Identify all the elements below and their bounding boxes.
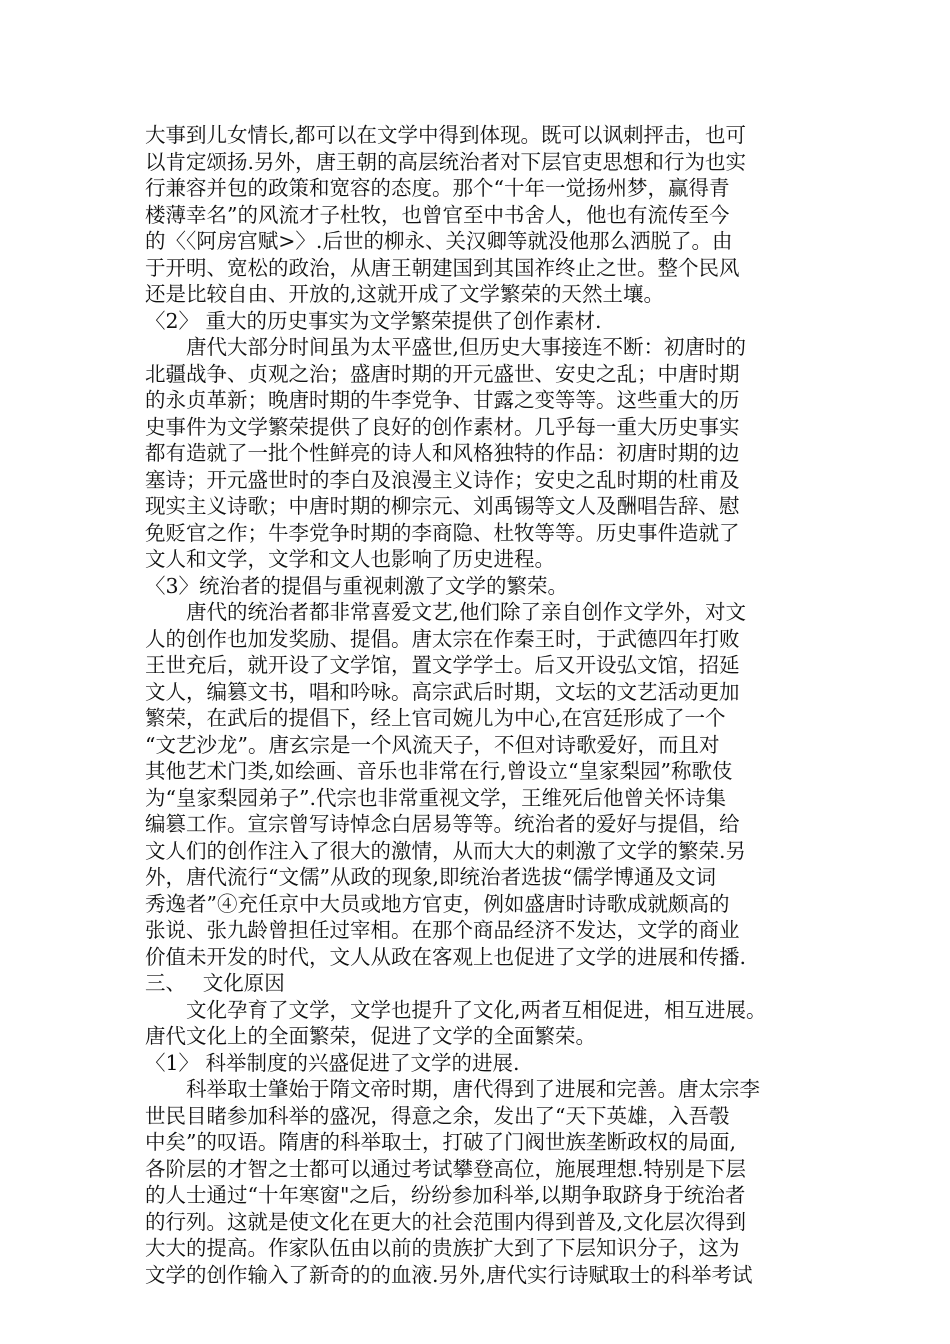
text-line: 文人们的创作注入了很大的激情，从而大大的刺激了文学的繁荣.另 — [145, 838, 747, 863]
text-line: 楼薄幸名”的风流才子杜牧，也曾官至中书舍人，他也有流传至今 — [145, 202, 730, 227]
text-line: 北疆战争、贞观之治；盛唐时期的开元盛世、安史之乱；中唐时期 — [145, 361, 740, 386]
text-line: 为“皇家梨园弟子”.代宗也非常重视文学，王维死后他曾关怀诗集 — [145, 785, 726, 810]
text-line: 文人和文学，文学和文人也影响了历史进程。 — [145, 547, 555, 571]
text-line: 繁荣，在武后的提倡下，经上官司婉儿为中心,在宫廷形成了一个 — [145, 706, 726, 730]
text-line: 现实主义诗歌；中唐时期的柳宗元、刘禹锡等文人及酬唱告辞、慰 — [145, 494, 740, 518]
text-line: 科举取士肇始于隋文帝时期，唐代得到了进展和完善。唐太宗李 — [145, 1077, 760, 1101]
text-line: 塞诗；开元盛世时的李白及浪漫主义诗作；安史之乱时期的杜甫及 — [145, 467, 740, 492]
text-line: 世民目睹参加科举的盛况，得意之余，发出了“天下英雄，入吾彀 — [145, 1103, 730, 1128]
text-line: 王世充后，就开设了文学馆，置文学学士。后又开设弘文馆，招延 — [145, 653, 740, 677]
text-line: 唐代文化上的全面繁荣，促进了文学的全面繁荣。 — [145, 1024, 596, 1048]
text-line: 大事到儿女情长,都可以在文学中得到体现。既可以讽刺抨击，也可 — [145, 123, 747, 147]
text-line: 中矣”的叹语。隋唐的科举取士，打破了门阀世族垄断政权的局面, — [145, 1130, 736, 1154]
text-line: 于开明、宽松的政治，从唐王朝建国到其国祚终止之世。整个民风 — [145, 255, 740, 280]
text-line: 的〈〈阿房宫赋>〉.后世的柳永、关汉卿等就没他那么洒脱了。由 — [145, 229, 733, 253]
text-line: 还是比较自由、开放的,这就开成了文学繁荣的天然土壤。 — [145, 282, 665, 306]
text-line: 各阶层的才智之士都可以通过考试攀登高位，施展理想.特别是下层 — [145, 1156, 747, 1181]
text-line: 唐代的统治者都非常喜爱文艺,他们除了亲自创作文学外，对文 — [145, 600, 747, 624]
text-line: 的行列。这就是使文化在更大的社会范围内得到普及,文化层次得到 — [145, 1209, 747, 1234]
text-line: 都有造就了一批个性鲜亮的诗人和风格独特的作品：初唐时期的边 — [145, 441, 740, 465]
text-line: 文化孕育了文学，文学也提升了文化,两者互相促进，相互进展。 — [145, 997, 767, 1022]
text-line: 编篡工作。宣宗曾写诗悼念白居易等等。统治者的爱好与提倡，给 — [145, 812, 740, 836]
text-line: 文人，编篡文书，唱和吟咏。高宗武后时期，文坛的文艺活动更加 — [145, 679, 740, 704]
text-line: 〈1〉 科举制度的兴盛促进了文学的进展. — [145, 1050, 520, 1075]
text-line: 其他艺术门类,如绘画、音乐也非常在行,曾设立“皇家梨园”称歌伎 — [145, 759, 733, 783]
text-line: 大大的提高。作家队伍由以前的贵族扩大到了下层知识分子，这为 — [145, 1236, 740, 1260]
text-line: 〈3〉统治者的提倡与重视刺激了文学的繁荣。 — [145, 573, 569, 598]
text-line: 〈2〉 重大的历史事实为文学繁荣提供了创作素材. — [145, 308, 602, 333]
text-line: 外，唐代流行“文儒”从政的现象,即统治者选拔“儒学博通及文词 — [145, 865, 716, 889]
text-line: 唐代大部分时间虽为太平盛世,但历史大事接连不断：初唐时的 — [145, 335, 747, 359]
text-line: “文艺沙龙”。唐玄宗是一个风流天子，不但对诗歌爱好，而且对 — [145, 732, 720, 757]
text-line: 三、 文化原因 — [145, 971, 285, 995]
text-line: 的永贞革新；晚唐时期的牛李党争、甘露之变等等。这些重大的历 — [145, 388, 740, 412]
text-line: 文学的创作输入了新奇的的血液.另外,唐代实行诗赋取士的科举考试 — [145, 1262, 753, 1287]
text-line: 人的创作也加发奖励、提倡。唐太宗在作秦王时，于武德四年打败 — [145, 626, 740, 651]
text-line: 的人士通过“十年寒窗"之后，纷纷参加科举,以期争取跻身于统治者 — [145, 1183, 746, 1207]
text-line: 免贬官之作；牛李党争时期的李商隐、杜牧等等。历史事件造就了 — [145, 520, 740, 545]
text-line: 以肯定颂扬.另外，唐王朝的高层统治者对下层官吏思想和行为也实 — [145, 149, 747, 174]
text-line: 史事件为文学繁荣提供了良好的创作素材。几乎每一重大历史事实 — [145, 414, 740, 439]
text-line: 行兼容并包的政策和宽容的态度。那个“十年一觉扬州梦，赢得青 — [145, 176, 730, 200]
text-line: 秀逸者”④充任京中大员或地方官吏，例如盛唐时诗歌成就颇高的 — [145, 891, 730, 916]
text-line: 价值未开发的时代，文人从政在客观上也促进了文学的进展和传播. — [145, 944, 747, 969]
document-body-text — [145, 122, 815, 1288]
text-line: 张说、张九龄曾担任过宰相。在那个商品经济不发达，文学的商业 — [145, 918, 740, 942]
